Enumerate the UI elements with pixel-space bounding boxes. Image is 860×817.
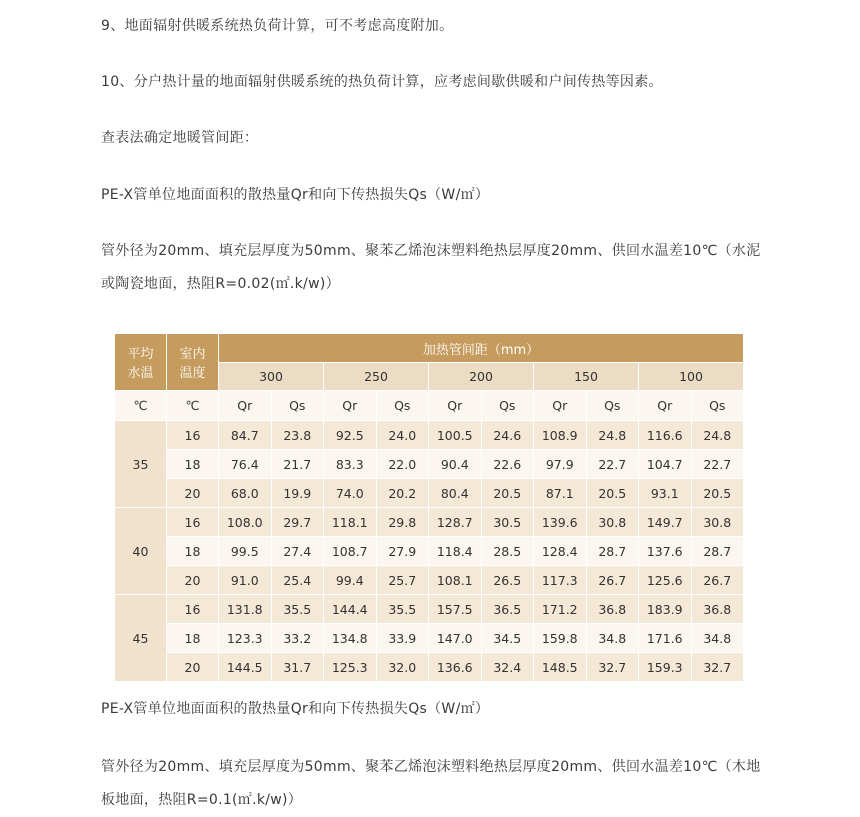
qs-cell: 30.8 bbox=[586, 508, 639, 537]
qr-cell: 159.3 bbox=[639, 653, 692, 682]
qs-cell: 34.5 bbox=[481, 624, 534, 653]
qr-cell: 128.7 bbox=[429, 508, 482, 537]
qs-cell: 36.8 bbox=[586, 595, 639, 624]
qs-cell: 34.8 bbox=[586, 624, 639, 653]
paragraph-item-9: 9、地面辐射供暖系统热负荷计算，可不考虑高度附加。 bbox=[101, 18, 454, 34]
paragraph-item-10: 10、分户热计量的地面辐射供暖系统的热负荷计算，应考虑间歇供暖和户间传热等因素。 bbox=[101, 74, 663, 90]
qr-cell: 171.2 bbox=[534, 595, 587, 624]
table-row bbox=[115, 566, 744, 595]
table-conditions-2-line1: 管外径为20mm、填充层厚度为50mm、聚苯乙烯泡沫塑料绝热层厚度20mm、供回水温差10℃（木地 bbox=[101, 759, 761, 775]
qs-cell: 27.9 bbox=[376, 537, 429, 566]
qs-cell: 33.2 bbox=[271, 624, 324, 653]
qs-cell: 26.7 bbox=[586, 566, 639, 595]
qr-cell: 99.5 bbox=[219, 537, 272, 566]
qr-cell: 147.0 bbox=[429, 624, 482, 653]
qs-cell: 24.0 bbox=[376, 421, 429, 450]
qs-cell: 27.4 bbox=[271, 537, 324, 566]
header-qr: Qr bbox=[534, 391, 587, 421]
table-row bbox=[115, 450, 744, 479]
qr-cell: 125.6 bbox=[639, 566, 692, 595]
qr-cell: 108.9 bbox=[534, 421, 587, 450]
room-temp-cell: 20 bbox=[167, 566, 219, 595]
qr-cell: 108.1 bbox=[429, 566, 482, 595]
header-qs: Qs bbox=[271, 391, 324, 421]
qr-cell: 92.5 bbox=[324, 421, 377, 450]
qs-cell: 32.0 bbox=[376, 653, 429, 682]
qr-cell: 83.3 bbox=[324, 450, 377, 479]
header-qr: Qr bbox=[219, 391, 272, 421]
qs-cell: 20.5 bbox=[691, 479, 744, 508]
table-row bbox=[115, 624, 744, 653]
room-temp-cell: 18 bbox=[167, 537, 219, 566]
qr-cell: 93.1 bbox=[639, 479, 692, 508]
table-caption-2: PE-X管单位地面面积的散热量Qr和向下传热损失Qs（W/㎡） bbox=[101, 701, 490, 717]
water-temp-group: 40 bbox=[115, 508, 167, 595]
room-temp-cell: 18 bbox=[167, 450, 219, 479]
header-room-temp: 室内 温度 bbox=[167, 334, 219, 391]
table-row bbox=[115, 595, 744, 624]
qs-cell: 20.5 bbox=[586, 479, 639, 508]
room-temp-cell: 16 bbox=[167, 421, 219, 450]
qr-cell: 159.8 bbox=[534, 624, 587, 653]
qs-cell: 35.5 bbox=[271, 595, 324, 624]
qs-cell: 20.5 bbox=[481, 479, 534, 508]
qs-cell: 36.5 bbox=[481, 595, 534, 624]
qs-cell: 30.5 bbox=[481, 508, 534, 537]
qs-cell: 32.4 bbox=[481, 653, 534, 682]
qr-cell: 97.9 bbox=[534, 450, 587, 479]
qr-cell: 131.8 bbox=[219, 595, 272, 624]
qr-cell: 90.4 bbox=[429, 450, 482, 479]
qr-cell: 144.5 bbox=[219, 653, 272, 682]
qr-cell: 100.5 bbox=[429, 421, 482, 450]
header-spacing-100: 100 bbox=[639, 363, 744, 391]
table-conditions-1-line2: 或陶瓷地面，热阻R=0.02(㎡.k/w)） bbox=[101, 276, 340, 292]
header-qs: Qs bbox=[691, 391, 744, 421]
header-qr: Qr bbox=[429, 391, 482, 421]
qs-cell: 35.5 bbox=[376, 595, 429, 624]
room-temp-cell: 16 bbox=[167, 508, 219, 537]
qr-cell: 136.6 bbox=[429, 653, 482, 682]
qs-cell: 29.7 bbox=[271, 508, 324, 537]
header-qs: Qs bbox=[586, 391, 639, 421]
qr-cell: 157.5 bbox=[429, 595, 482, 624]
qs-cell: 26.5 bbox=[481, 566, 534, 595]
qr-cell: 118.4 bbox=[429, 537, 482, 566]
qs-cell: 22.6 bbox=[481, 450, 534, 479]
qs-cell: 26.7 bbox=[691, 566, 744, 595]
qr-cell: 108.0 bbox=[219, 508, 272, 537]
qs-cell: 29.8 bbox=[376, 508, 429, 537]
header-spacing-250: 250 bbox=[324, 363, 429, 391]
table-conditions-1-line1: 管外径为20mm、填充层厚度为50mm、聚苯乙烯泡沫塑料绝热层厚度20mm、供回水温差10℃（水泥 bbox=[101, 243, 761, 259]
qr-cell: 84.7 bbox=[219, 421, 272, 450]
qr-cell: 148.5 bbox=[534, 653, 587, 682]
room-temp-cell: 16 bbox=[167, 595, 219, 624]
qs-cell: 32.7 bbox=[691, 653, 744, 682]
room-temp-cell: 20 bbox=[167, 479, 219, 508]
qs-cell: 22.7 bbox=[691, 450, 744, 479]
qr-cell: 117.3 bbox=[534, 566, 587, 595]
qs-cell: 19.9 bbox=[271, 479, 324, 508]
qr-cell: 149.7 bbox=[639, 508, 692, 537]
qs-cell: 25.4 bbox=[271, 566, 324, 595]
qr-cell: 116.6 bbox=[639, 421, 692, 450]
header-spacing-300: 300 bbox=[219, 363, 324, 391]
qr-cell: 74.0 bbox=[324, 479, 377, 508]
qr-cell: 87.1 bbox=[534, 479, 587, 508]
table-row bbox=[115, 653, 744, 682]
water-temp-group: 45 bbox=[115, 595, 167, 682]
qs-cell: 25.7 bbox=[376, 566, 429, 595]
qr-cell: 104.7 bbox=[639, 450, 692, 479]
qs-cell: 34.8 bbox=[691, 624, 744, 653]
qs-cell: 23.8 bbox=[271, 421, 324, 450]
qs-cell: 28.5 bbox=[481, 537, 534, 566]
qr-cell: 134.8 bbox=[324, 624, 377, 653]
qs-cell: 22.7 bbox=[586, 450, 639, 479]
qs-cell: 24.8 bbox=[691, 421, 744, 450]
room-temp-cell: 20 bbox=[167, 653, 219, 682]
qr-cell: 183.9 bbox=[639, 595, 692, 624]
room-temp-cell: 18 bbox=[167, 624, 219, 653]
table-caption-1: PE-X管单位地面面积的散热量Qr和向下传热损失Qs（W/㎡） bbox=[101, 187, 490, 203]
qs-cell: 33.9 bbox=[376, 624, 429, 653]
qr-cell: 171.6 bbox=[639, 624, 692, 653]
table-row bbox=[115, 421, 744, 450]
heat-output-table-image bbox=[114, 333, 744, 681]
qr-cell: 108.7 bbox=[324, 537, 377, 566]
qr-cell: 76.4 bbox=[219, 450, 272, 479]
qs-cell: 31.7 bbox=[271, 653, 324, 682]
header-qr: Qr bbox=[639, 391, 692, 421]
water-temp-group: 35 bbox=[115, 421, 167, 508]
qr-cell: 118.1 bbox=[324, 508, 377, 537]
qr-cell: 125.3 bbox=[324, 653, 377, 682]
qr-cell: 137.6 bbox=[639, 537, 692, 566]
header-qs: Qs bbox=[481, 391, 534, 421]
qs-cell: 36.8 bbox=[691, 595, 744, 624]
qr-cell: 91.0 bbox=[219, 566, 272, 595]
header-pipe-spacing: 加热管间距（mm） bbox=[219, 334, 744, 363]
qs-cell: 24.6 bbox=[481, 421, 534, 450]
header-spacing-150: 150 bbox=[534, 363, 639, 391]
qr-cell: 128.4 bbox=[534, 537, 587, 566]
qs-cell: 30.8 bbox=[691, 508, 744, 537]
table-row bbox=[115, 508, 744, 537]
qr-cell: 68.0 bbox=[219, 479, 272, 508]
qs-cell: 24.8 bbox=[586, 421, 639, 450]
table-row bbox=[115, 479, 744, 508]
table-conditions-2-line2: 板地面，热阻R=0.1(㎡.k/w)） bbox=[101, 792, 303, 808]
unit-water-temp: ℃ bbox=[115, 391, 167, 421]
header-qr: Qr bbox=[324, 391, 377, 421]
heat-output-table bbox=[114, 333, 744, 682]
qr-cell: 144.4 bbox=[324, 595, 377, 624]
header-qs: Qs bbox=[376, 391, 429, 421]
qr-cell: 99.4 bbox=[324, 566, 377, 595]
qr-cell: 139.6 bbox=[534, 508, 587, 537]
qs-cell: 20.2 bbox=[376, 479, 429, 508]
table-row bbox=[115, 537, 744, 566]
qs-cell: 22.0 bbox=[376, 450, 429, 479]
qs-cell: 28.7 bbox=[586, 537, 639, 566]
header-spacing-200: 200 bbox=[429, 363, 534, 391]
qs-cell: 21.7 bbox=[271, 450, 324, 479]
qr-cell: 80.4 bbox=[429, 479, 482, 508]
qs-cell: 28.7 bbox=[691, 537, 744, 566]
qs-cell: 32.7 bbox=[586, 653, 639, 682]
header-avg-water-temp: 平均 水温 bbox=[115, 334, 167, 391]
unit-room-temp: ℃ bbox=[167, 391, 219, 421]
qr-cell: 123.3 bbox=[219, 624, 272, 653]
paragraph-lookup-method: 查表法确定地暖管间距： bbox=[101, 130, 259, 146]
